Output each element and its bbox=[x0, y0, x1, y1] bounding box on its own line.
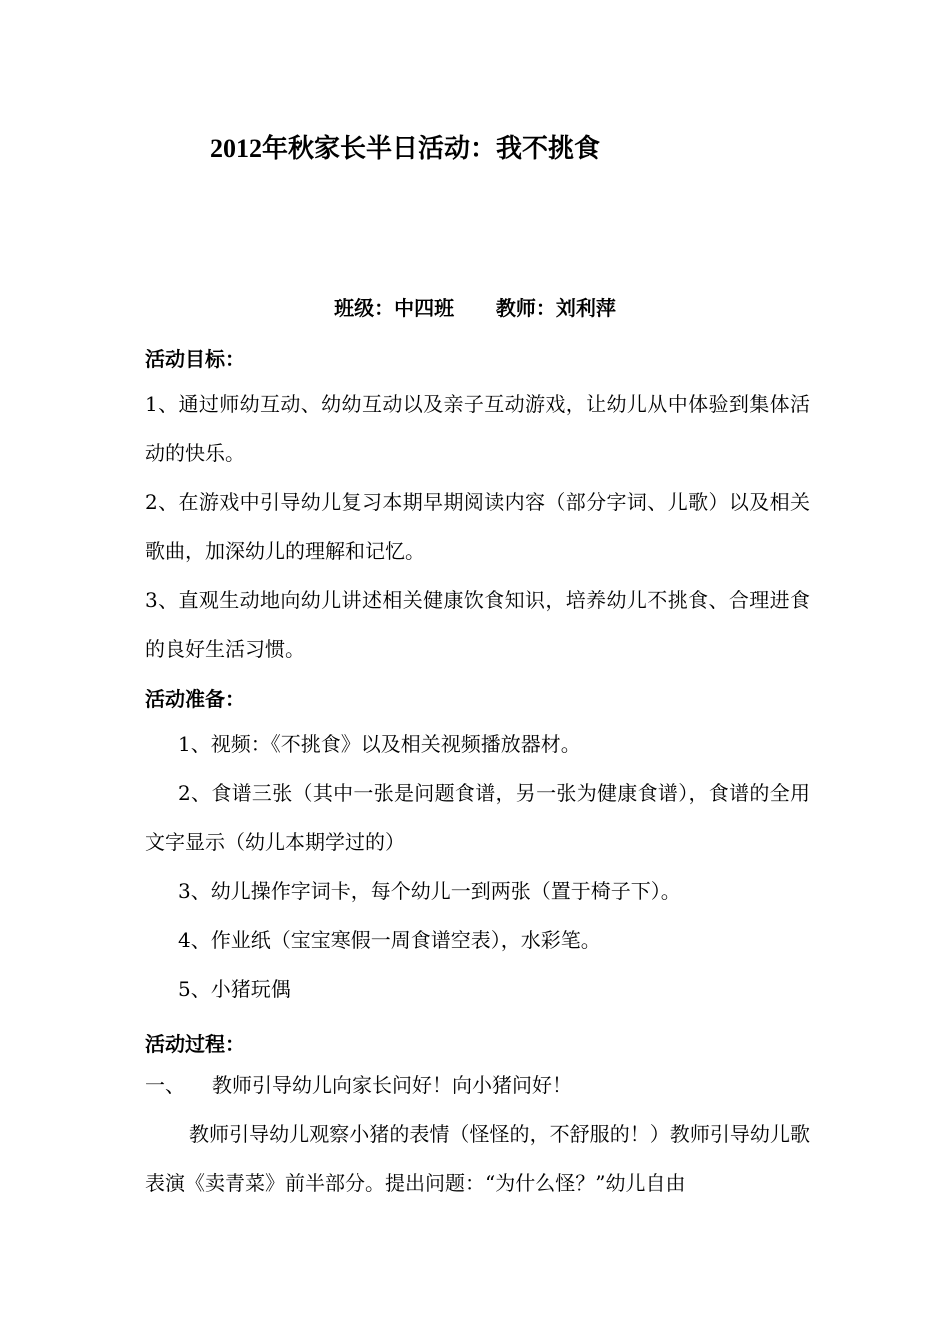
prep-item-2: 2、食谱三张（其中一张是问题食谱，另一张为健康食谱），食谱的全用文字显示（幼儿本期学过的） bbox=[145, 781, 810, 854]
goal-item-3: 3、直观生动地向幼儿讲述相关健康饮食知识，培养幼儿不挑食、合理进食的良好生活习惯。 bbox=[145, 588, 810, 661]
prep-item-4: 4、作业纸（宝宝寒假一周食谱空表），水彩笔。 bbox=[178, 928, 601, 952]
goals-heading: 活动目标： bbox=[145, 347, 245, 371]
preparation-heading: 活动准备： bbox=[145, 687, 245, 711]
process-heading: 活动过程： bbox=[145, 1032, 245, 1056]
goal-item-2: 2、在游戏中引导幼儿复习本期早期阅读内容（部分字词、儿歌）以及相关歌曲，加深幼儿的理解和记忆。 bbox=[145, 490, 810, 563]
section-title: 教师引导幼儿向家长问好！向小猪问好！ bbox=[212, 1073, 572, 1097]
process-paragraph: 教师引导幼儿观察小猪的表情（怪怪的，不舒服的！）教师引导幼儿歌表演《卖青菜》前半部分。提出问题：“为什么怪？”幼儿自由 bbox=[145, 1122, 810, 1195]
document-title: 2012年秋家长半日活动：我不挑食 bbox=[210, 134, 601, 163]
class-teacher-line: 班级：中四班 教师：刘利萍 bbox=[334, 296, 616, 320]
prep-item-3: 3、幼儿操作字词卡，每个幼儿一到两张（置于椅子下）。 bbox=[178, 879, 681, 903]
process-section-1 bbox=[145, 1061, 810, 1110]
prep-item-1: 1、视频：《不挑食》以及相关视频播放器材。 bbox=[178, 732, 581, 756]
section-number: 一、 bbox=[145, 1073, 185, 1097]
prep-item-5: 5、小猪玩偶 bbox=[178, 977, 291, 1001]
goal-item-1: 1、通过师幼互动、幼幼互动以及亲子互动游戏，让幼儿从中体验到集体活动的快乐。 bbox=[145, 392, 810, 465]
